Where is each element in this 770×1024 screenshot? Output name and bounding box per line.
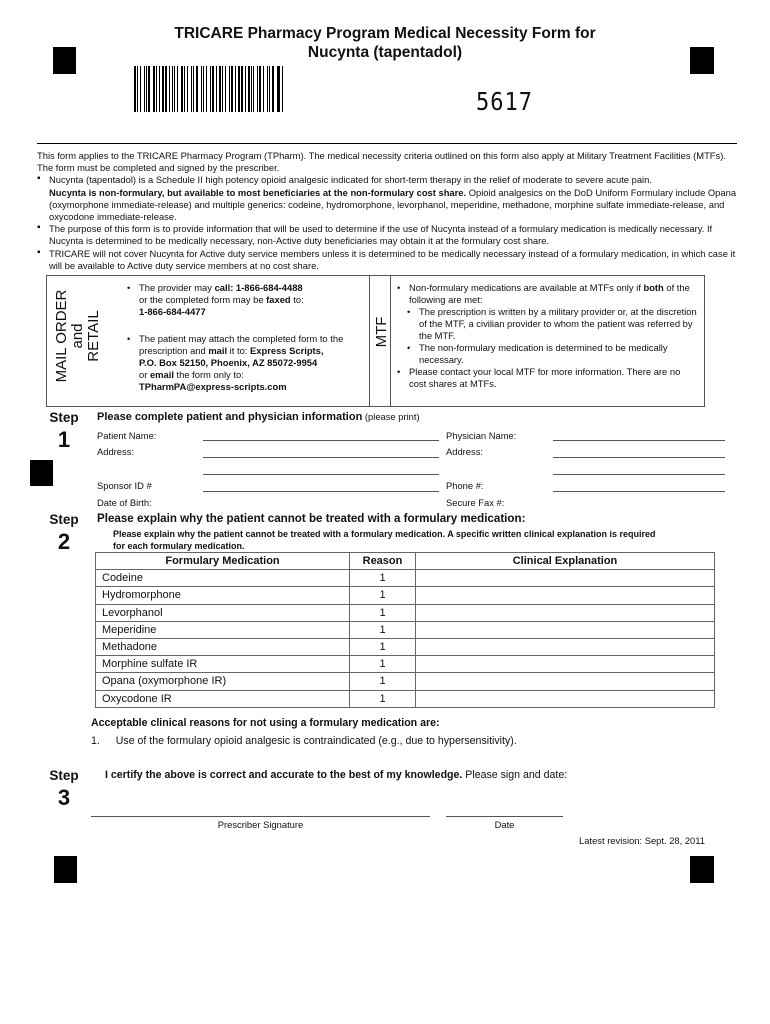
bullet-text: Opioid analgesics on the DoD Uniform Formulary include Opana (oxymorphone immediate-release) and multiple generics: codeine, hydromorphone, levorphanol, meperidine, methadone, morphine sulfate immediate-release, and oxycodone immediate-release.: [49, 186, 737, 223]
barcode-bar: [248, 66, 249, 112]
physician-name-label: Physician Name:: [446, 430, 517, 441]
barcode-bar: [251, 66, 252, 112]
barcode-bar: [235, 66, 236, 112]
table-row: [96, 587, 715, 604]
step-2-heading: Please explain why the patient cannot be treated with a formulary medication:: [97, 512, 526, 525]
text: I certify the above is correct and accurate to the best of my knowledge.: [105, 769, 463, 781]
patient-name-label: Patient Name:: [97, 430, 157, 441]
mtf-sub-bullet: • The non-formulary medication is determined to be medically necessary.: [397, 342, 697, 366]
barcode-bar: [159, 66, 160, 112]
barcode-bar: [219, 66, 220, 112]
table-row: [96, 570, 715, 587]
step-number: 1: [57, 427, 71, 452]
barcode-bar: [257, 66, 258, 112]
sponsor-id-field[interactable]: [203, 491, 439, 492]
reason-cell[interactable]: 1: [350, 604, 416, 621]
text: The provider may: [139, 282, 215, 293]
reason-item: [91, 735, 517, 747]
barcode-bar: [146, 66, 147, 112]
reason-cell[interactable]: 1: [350, 587, 416, 604]
mail-address: Express Scripts,: [250, 345, 324, 356]
table-row: [96, 656, 715, 673]
barcode-bar: [162, 66, 164, 112]
signature-label: Prescriber Signature: [217, 819, 304, 830]
mail-bullet: [127, 282, 377, 318]
clinical-explanation-cell[interactable]: [416, 656, 715, 673]
intro-text: [37, 150, 737, 272]
barcode-bar: [144, 66, 145, 112]
step-word: Step: [49, 512, 79, 527]
bullet-bold-text: Nucynta is non-formulary, but available to most beneficiaries at the non-formulary cost share.: [49, 186, 467, 198]
text: of the following are met:: [409, 282, 690, 305]
mtf-bullet: • Please contact your local MTF for more information. There are no cost shares at MTFs.: [397, 366, 697, 390]
barcode-bar: [210, 66, 211, 112]
barcode-bar: [134, 66, 136, 112]
text: it to:: [227, 345, 251, 356]
barcode-bar: [277, 66, 278, 112]
text: email: [149, 369, 174, 380]
side-label-line: MTF: [373, 316, 390, 348]
barcode-bar: [212, 66, 214, 112]
text: or: [139, 369, 150, 380]
barcode-bar: [229, 66, 230, 112]
reason-text: Use of the formulary opioid analgesic is contraindicated (e.g., due to hypersensitivity).: [115, 735, 517, 747]
barcode-bar: [241, 66, 243, 112]
text: Please complete patient and physician information: [97, 411, 363, 423]
physician-name-field[interactable]: [553, 440, 725, 441]
barcode-bar: [245, 66, 246, 112]
email-address[interactable]: TPharmPA@express-scripts.com: [139, 381, 287, 392]
phone-number: call: 1-866-684-4488: [214, 282, 303, 293]
text: the form only to:: [173, 369, 244, 380]
barcode-bar: [196, 66, 198, 112]
mtf-bullet: [397, 282, 697, 306]
title-line-1: TRICARE Pharmacy Program Medical Necessity Form for: [174, 25, 596, 42]
sponsor-id-label: Sponsor ID #: [97, 480, 152, 491]
column-header: Formulary Medication: [96, 553, 350, 570]
step-number: 3: [57, 785, 71, 810]
barcode-bar: [231, 66, 233, 112]
medication-name: Meperidine: [96, 621, 350, 638]
barcode-bar: [222, 66, 223, 112]
table-row: [96, 673, 715, 690]
patient-name-field[interactable]: [203, 440, 439, 441]
barcode-bar: [203, 66, 204, 112]
table-row: [96, 690, 715, 707]
reason-cell[interactable]: 1: [350, 656, 416, 673]
text: mail: [208, 345, 228, 356]
barcode-bar: [187, 66, 188, 112]
barcode-bar: [269, 66, 270, 112]
barcode-bar: [216, 66, 217, 112]
clinical-explanation-cell[interactable]: [416, 604, 715, 621]
barcode-bar: [282, 66, 283, 112]
text: faxed: [266, 294, 291, 305]
text: for each formulary medication.: [113, 540, 245, 551]
phone-label: Phone #:: [446, 480, 484, 491]
reasons-heading: Acceptable clinical reasons for not using a formulary medication are:: [91, 717, 440, 729]
page-title: [0, 24, 770, 62]
barcode-bar: [174, 66, 175, 112]
intro-bullet: ▪ TRICARE will not cover Nucynta for Active duty service members unless it is determined to be medically necessary instead of a formulary medication, in which case it will be available to Active duty service members at no cost share.: [37, 248, 737, 272]
clinical-explanation-cell[interactable]: [416, 587, 715, 604]
barcode-bar: [206, 66, 207, 112]
registration-mark: [54, 856, 77, 883]
barcode-bar: [153, 66, 155, 112]
registration-mark: [690, 856, 714, 883]
clinical-explanation-cell[interactable]: [416, 673, 715, 690]
text: or the completed form may be: [139, 294, 267, 305]
text: Please explain why the patient cannot be treated with a formulary medication. A specific written clinical explanation is required: [113, 529, 656, 539]
medication-name: Methadone: [96, 638, 350, 655]
reason-cell[interactable]: 1: [350, 673, 416, 690]
address-field[interactable]: [203, 457, 439, 458]
table-row: [96, 604, 715, 621]
medication-name: Levorphanol: [96, 604, 350, 621]
mail-address: P.O. Box 52150, Phoenix, AZ 85072-9954: [139, 357, 318, 368]
text: (please print): [362, 411, 420, 422]
reason-number: 1.: [91, 735, 100, 747]
barcode-bar: [181, 66, 183, 112]
mail-order-instructions: [127, 282, 377, 393]
secure-fax-label: Secure Fax #:: [446, 497, 505, 508]
column-header: Reason: [350, 553, 416, 570]
physician-address-field-2[interactable]: [553, 474, 725, 475]
step-2-label: [36, 512, 92, 557]
barcode-bar: [156, 66, 157, 112]
address-field-2[interactable]: [203, 474, 439, 475]
clinical-explanation-cell[interactable]: [416, 570, 715, 587]
barcode-bar: [201, 66, 202, 112]
step-word: Step: [49, 410, 79, 425]
fax-number: 1-866-684-4477: [139, 306, 206, 317]
column-header: Clinical Explanation: [416, 553, 715, 570]
side-label-line: MAIL ORDER: [53, 289, 70, 383]
bullet-text: Nucynta (tapentadol) is a Schedule II high potency opioid analgesic indicated for short-term therapy in the relief of moderate to severe acute pain.: [49, 174, 652, 186]
phone-field[interactable]: [553, 491, 725, 492]
barcode-bar: [172, 66, 173, 112]
title-line-2: Nucynta (tapentadol): [307, 44, 463, 61]
mail-bullet: [127, 333, 377, 393]
barcode-bar: [184, 66, 185, 112]
barcode-bar: [259, 66, 261, 112]
intro-paragraph: This form applies to the TRICARE Pharmacy Program (TPharm). The medical necessity criteria outlined on this form also apply at Military Treatment Facilities (MTFs). The form must be completed and signed by the prescriber.: [37, 150, 726, 174]
step-1-label: [36, 410, 92, 455]
clinical-explanation-cell[interactable]: [416, 690, 715, 707]
reason-cell[interactable]: 1: [350, 621, 416, 638]
text: Please sign and date:: [462, 769, 568, 781]
barcode-bar: [137, 66, 138, 112]
certification-text: [105, 769, 567, 781]
step-word: Step: [49, 768, 79, 783]
barcode-bar: [193, 66, 194, 112]
registration-mark: [30, 460, 53, 486]
step-1-heading: [97, 411, 420, 423]
barcode-bar: [169, 66, 170, 112]
medication-name: Oxycodone IR: [96, 690, 350, 707]
barcode-bar: [278, 66, 280, 112]
form-number: 5617: [476, 88, 533, 117]
reason-cell[interactable]: 1: [350, 690, 416, 707]
barcode-bar: [148, 66, 149, 112]
clinical-explanation-cell[interactable]: [416, 638, 715, 655]
barcode-bar: [225, 66, 226, 112]
medication-name: Morphine sulfate IR: [96, 656, 350, 673]
physician-address-label: Address:: [446, 446, 483, 457]
text: Non-formulary medications are available at MTFs only if: [409, 282, 644, 293]
table-row: [96, 621, 715, 638]
formulary-medication-table: [95, 552, 715, 708]
step-3-label: [36, 768, 92, 813]
side-label-line: RETAIL: [85, 310, 102, 362]
revision-date: Latest revision: Sept. 28, 2011: [579, 835, 705, 846]
mtf-instructions: [397, 282, 697, 390]
mtf-sub-bullet: • The prescription is written by a military provider or, at the discretion of the MTF, a civilian provider to whom the patient was referred by the MTF.: [397, 306, 697, 342]
barcode-bar: [177, 66, 178, 112]
barcode-bar: [253, 66, 254, 112]
barcode-bar: [165, 66, 166, 112]
text: to:: [290, 294, 304, 305]
barcode-bar: [272, 66, 273, 112]
divider: [37, 143, 737, 144]
intro-bullet: [37, 174, 737, 223]
text: both: [643, 282, 664, 293]
step-2-subheading: [113, 529, 723, 552]
barcode-bar: [263, 66, 264, 112]
date-field[interactable]: [446, 816, 563, 817]
medication-name: Opana (oxymorphone IR): [96, 673, 350, 690]
text: The patient may attach the completed form to the prescription and: [139, 333, 344, 356]
barcode: [134, 66, 286, 112]
side-label-line: and: [69, 323, 86, 349]
medication-name: Codeine: [96, 570, 350, 587]
reason-cell[interactable]: 1: [350, 638, 416, 655]
table-row: [96, 638, 715, 655]
clinical-explanation-cell[interactable]: [416, 621, 715, 638]
barcode-bar: [140, 66, 141, 112]
medication-name: Hydromorphone: [96, 587, 350, 604]
reason-cell[interactable]: 1: [350, 570, 416, 587]
mail-order-side-label: [54, 276, 102, 396]
dob-label: Date of Birth:: [97, 497, 152, 508]
table-header-row: [96, 553, 715, 570]
mtf-side-label: [374, 302, 390, 362]
physician-address-field[interactable]: [553, 457, 725, 458]
address-label: Address:: [97, 446, 134, 457]
barcode-bar: [191, 66, 192, 112]
intro-bullet: ▪ The purpose of this form is to provide information that will be used to determine if the use of Nucynta instead of a formulary medication is medically necessary. If Nucynta is determined to be medically necessary, non-Active duty beneficiaries may obtain it at the formulary cost share.: [37, 223, 737, 247]
barcode-bar: [267, 66, 268, 112]
step-number: 2: [57, 529, 71, 554]
date-label: Date: [494, 819, 515, 830]
signature-field[interactable]: [91, 816, 430, 817]
barcode-bar: [238, 66, 239, 112]
